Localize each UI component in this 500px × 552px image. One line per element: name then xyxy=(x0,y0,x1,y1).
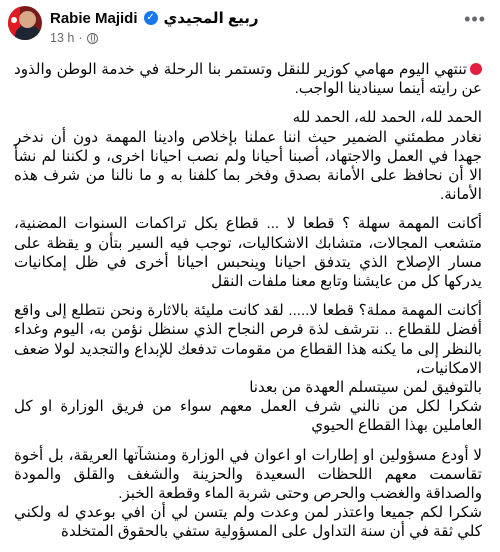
post-meta xyxy=(50,31,98,45)
avatar[interactable] xyxy=(8,6,42,40)
red-circle-emoji-icon xyxy=(470,63,482,75)
verified-badge-icon: ✓ xyxy=(144,11,158,25)
globe-icon[interactable] xyxy=(87,33,98,44)
meta-separator: · xyxy=(78,31,83,45)
post-header xyxy=(0,0,500,56)
post-paragraph-5: لا أودع مسؤولين او إطارات او اعوان في الوزارة ومنشآتها العريقة، بل أخوة تقاسمت معهم اللحظات السعيدة والحزينة والشغف والقلق والمودة والصداقة والغضب والحرص وحتى شربة الماء وقطعة الخبز. شكرا لكم جميعا واعتذر لمن وعدت ولم يتسن لي أن افي بوعدي له ولكني كلي ثقة في أن سنة التداول على المسؤولية ستفي بالحقوق المتخلدة xyxy=(14,446,482,541)
post-paragraph-2: الحمد لله، الحمد لله، الحمد لله نغادر مطمئني الضمير حيث اننا عملنا بإخلاص وادينا المهمة دون أن ندخر جهدا في العمل والاجتهاد، أصبنا أحيانا ولم نصب احيانا اخرى، و لكننا لم نشأ الا أن نحافظ على الأمانة بصدق وفخر بما كلفنا به و ما نالنا من شرف هذه الأمانة. xyxy=(14,109,482,204)
post-paragraph-4: أكانت المهمة مملة؟ قطعا لا..... لقد كانت مليئة بالاثارة ونحن نتطلع إلى واقع أفضل للقطاع .. نترشف لذة فرص النجاح الذي سنظل نؤمن به، اليوم وغداء بالنظر إلى ما يكنه هذا القطاع من مقومات تدفعك للإبداع والتجديد لولا ضعف الامكانيات، بالتوفيق لمن سيتسلم العهدة من بعدنا شكرا لكل من نالني شرف العمل معهم سواء من فريق الوزارة او كل العاملين بهذا القطاع الحيوي xyxy=(14,302,482,435)
more-options-button[interactable]: ••• xyxy=(464,9,486,29)
post-paragraph-1: تنتهي اليوم مهامي كوزير للنقل وتستمر بنا الرحلة في خدمة الوطن والذود عن رايته أينما سينادينا الواجب. xyxy=(14,61,482,98)
post-timestamp[interactable]: 13 h xyxy=(50,31,75,45)
author-name[interactable] xyxy=(50,9,259,27)
post-body xyxy=(14,60,482,552)
author-name-arabic[interactable]: ربيع المجيدي xyxy=(163,10,259,27)
author-name-latin[interactable]: Rabie Majidi xyxy=(50,9,138,27)
post-paragraph-3: أكانت المهمة سهلة ؟ قطعا لا ... قطاع بكل تراكمات السنوات المضنية، متشعب المجالات، متشابك الاشكاليات، توجب فيه السير بتأن و يقظة على مسار الإصلاح الذي يتدفق احيانا وينحبس احيانا أخرى في ظل إمكانيات يدركها كل من عايشنا وتابع معنا ملفات النقل xyxy=(14,215,482,291)
